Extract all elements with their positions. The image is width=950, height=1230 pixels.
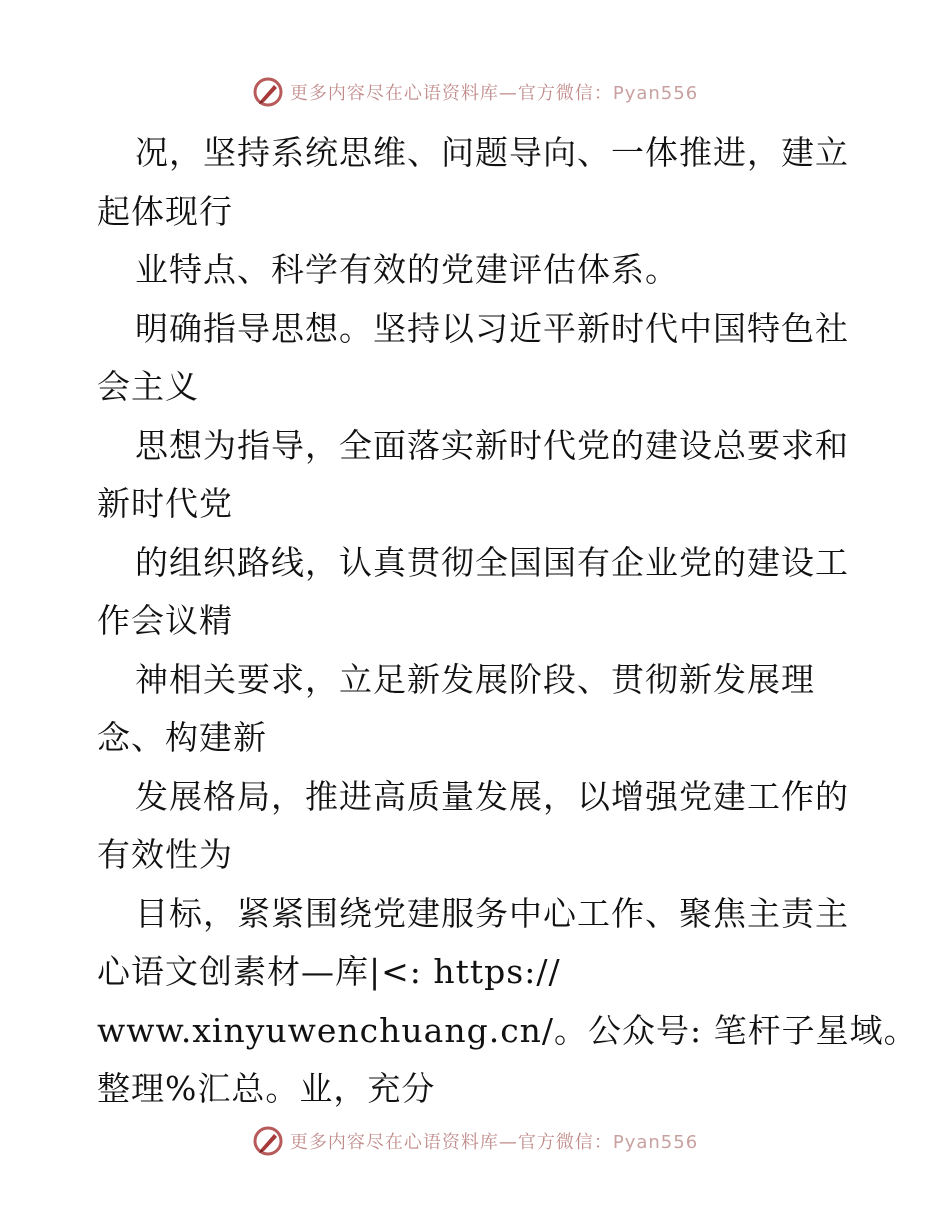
body-line: 起体现行 bbox=[97, 191, 233, 231]
document-body bbox=[97, 124, 918, 1119]
footer-banner bbox=[0, 1121, 950, 1161]
pen-circle-logo-icon bbox=[252, 1125, 284, 1157]
body-line: 心语文创素材—库|<: https:// bbox=[97, 952, 561, 991]
body-line: 的组织路线，认真贯彻全国国有企业党的建设工 bbox=[135, 542, 849, 582]
pen-circle-logo-icon bbox=[252, 76, 284, 108]
header-banner-text: 更多内容尽在心语资料库—官方微信：Pyan556 bbox=[289, 83, 699, 104]
body-line: 业特点、科学有效的党建评估体系。 bbox=[135, 250, 679, 289]
body-line: 况，坚持系统思维、问题导向、一体推进，建立 bbox=[135, 133, 849, 172]
body-line: 思想为指导，全面落实新时代党的建设总要求和 bbox=[135, 425, 849, 465]
body-line: 作会议精 bbox=[97, 601, 233, 640]
header-banner bbox=[0, 72, 950, 112]
footer-wechat-id: Pyan556 bbox=[612, 1132, 699, 1153]
body-line: 目标，紧紧围绕党建服务中心工作、聚焦主责主 bbox=[135, 893, 849, 933]
body-line: 神相关要求，立足新发展阶段、贯彻新发展理 bbox=[135, 659, 815, 699]
header-wechat-id: Pyan556 bbox=[612, 83, 699, 104]
body-line: 明确指导思想。坚持以习近平新时代中国特色社 bbox=[135, 308, 849, 348]
body-line: 念、构建新 bbox=[97, 718, 267, 757]
body-line: www.xinyuwenchuang.cn/。公众号: 笔杆子星域。 bbox=[97, 1010, 918, 1050]
footer-banner-text: 更多内容尽在心语资料库—官方微信：Pyan556 bbox=[289, 1132, 699, 1153]
body-line: 整理%汇总。业，充分 bbox=[97, 1069, 436, 1108]
body-line: 发展格局，推进高质量发展，以增强党建工作的 bbox=[135, 776, 849, 816]
body-line: 有效性为 bbox=[97, 835, 233, 874]
body-line: 新时代党 bbox=[97, 484, 233, 523]
body-line: 会主义 bbox=[97, 367, 199, 406]
